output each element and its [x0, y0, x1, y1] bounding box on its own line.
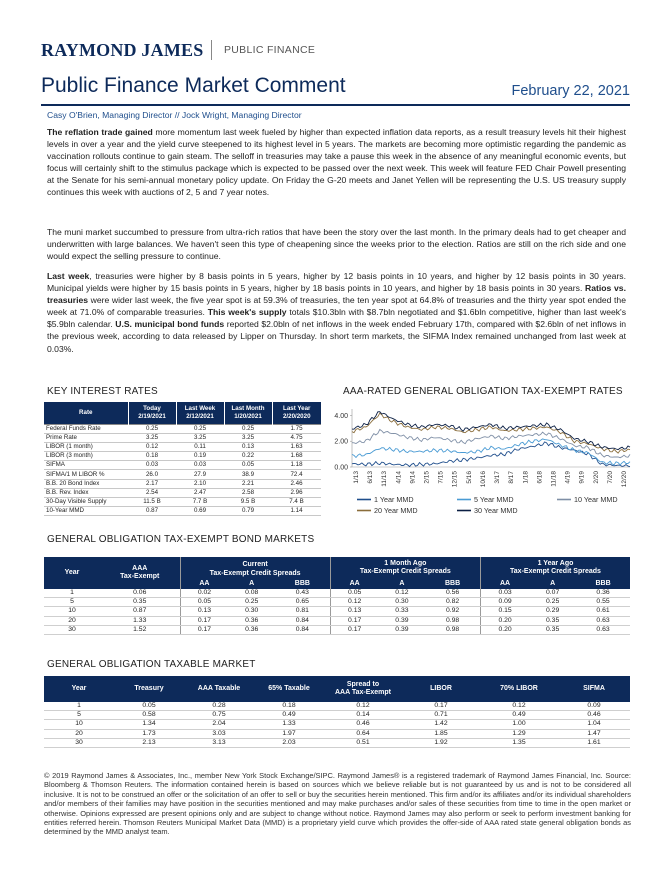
x-tick-label: 11/18 — [550, 471, 558, 487]
division-label: PUBLIC FINANCE — [224, 44, 316, 56]
table-row — [44, 702, 630, 711]
rate-value: 26.0 — [128, 470, 176, 479]
col-bbb: BBB — [425, 579, 480, 589]
table-row — [44, 711, 630, 720]
x-tick-label: 1/18 — [522, 471, 530, 484]
table-row — [44, 720, 630, 729]
rate-value: 0.79 — [224, 507, 272, 516]
table-row — [44, 616, 630, 625]
rate-value: 1.63 — [272, 442, 321, 451]
paragraph-lead: The reflation trade gained — [47, 127, 153, 137]
report-date: February 22, 2021 — [511, 83, 630, 99]
key-rates-title: KEY INTEREST RATES — [47, 386, 158, 397]
table-cell: 0.55 — [576, 598, 630, 607]
table-cell: 30 — [44, 738, 114, 747]
x-tick-label: 3/17 — [494, 471, 502, 484]
table-cell: 0.12 — [330, 598, 378, 607]
table-cell: 0.35 — [100, 598, 180, 607]
table-cell: 2.04 — [184, 720, 254, 729]
x-tick-label: 9/19 — [578, 471, 586, 484]
col-a: A — [228, 579, 275, 589]
go-exempt-title: GENERAL OBLIGATION TAX-EXEMPT BOND MARKETS — [47, 534, 315, 545]
table-cell: 0.20 — [480, 616, 529, 625]
table-cell: 0.35 — [529, 625, 576, 634]
rate-value: 0.69 — [176, 507, 224, 516]
rate-value: 7.4 B — [272, 498, 321, 507]
rate-name: LIBOR (3 month) — [44, 452, 128, 461]
table-cell: 0.17 — [180, 625, 228, 634]
paragraph-reflation — [47, 126, 626, 199]
table-cell: 0.12 — [379, 589, 426, 598]
table-cell: 1.00 — [480, 720, 558, 729]
paragraph-text: more momentum last week fueled by higher than expected inflation data reports, as a result treasury levels hit their highest levels in over a year and the yield curve steepened to its highest level in 5 years. The markets are becoming more optimistic regarding the pandemic as vaccination rollouts continue to gain steam. The selloff in treasuries may take a pause this week in the absence of any meaningful economic events, but focus will certainly shift to the stimulus package which is expected to be passed over the next week. This week will feature FED Chair Powell presenting at the Senate for his semi-annual monetary policy update. On Friday the G-20 meets and Janet Yellen will be representing the U.S. US treasury supply continues this week with auctions of 2, 5 and 7 year notes. — [47, 127, 626, 198]
x-tick-label: 4/19 — [564, 471, 572, 484]
paragraph-text: reported $2.0bln of net inflows in the week ended February 17th, compared with $2.6bln of net inflows in the previous week, according to data released by Lipper on Thursday. In short term markets, the SIFMA Index remained unchanged from last week at 0.03%. — [47, 319, 627, 354]
table-row — [44, 729, 630, 738]
col-aa: AA — [180, 579, 228, 589]
x-tick-label: 1/13 — [353, 471, 360, 484]
x-tick-label: 12/20 — [621, 471, 628, 488]
rate-value: 38.9 — [224, 470, 272, 479]
col-aaa-label: AAA — [132, 564, 148, 572]
paragraph-lead: U.S. municipal bond funds — [115, 319, 225, 330]
table-cell: 0.17 — [330, 616, 378, 625]
x-tick-label: 10/16 — [479, 471, 487, 488]
rate-value: 3.25 — [128, 433, 176, 442]
col-last-month-date: 1/20/2021 — [234, 412, 262, 420]
legend-label: 10 Year MMD — [574, 495, 618, 504]
table-cell: 0.25 — [529, 598, 576, 607]
table-cell: 0.92 — [425, 607, 480, 616]
table-cell: 0.25 — [228, 598, 275, 607]
col-year: Year — [44, 676, 114, 702]
go-taxable-title: GENERAL OBLIGATION TAXABLE MARKET — [47, 659, 256, 670]
col-treasury: Treasury — [114, 676, 184, 702]
rate-value: 2.17 — [128, 479, 176, 488]
series-line — [352, 439, 630, 465]
table-cell: 0.20 — [480, 625, 529, 634]
table-cell: 3.13 — [184, 738, 254, 747]
x-tick-label: 4/14 — [395, 471, 403, 484]
table-cell: 0.84 — [275, 616, 330, 625]
table-cell: 0.05 — [330, 589, 378, 598]
table-cell: 0.49 — [480, 711, 558, 720]
table-cell: 0.13 — [180, 607, 228, 616]
table-cell: 0.75 — [184, 711, 254, 720]
col-last-month-label: Last Month — [231, 405, 265, 413]
table-cell: 0.98 — [425, 625, 480, 634]
table-cell: 1.73 — [114, 729, 184, 738]
table-cell: 1 — [44, 702, 114, 711]
table-cell: 0.30 — [228, 607, 275, 616]
x-tick-label: 2/20 — [592, 471, 600, 484]
rate-value: 2.47 — [176, 488, 224, 497]
table-row — [44, 479, 321, 488]
y-tick-label: 2.00 — [334, 438, 348, 446]
table-cell: 10 — [44, 720, 114, 729]
table-row — [44, 433, 321, 442]
table-cell: 0.30 — [379, 598, 426, 607]
rate-value: 1.18 — [272, 461, 321, 470]
table-cell: 0.39 — [379, 625, 426, 634]
table-cell: 0.61 — [576, 607, 630, 616]
rate-value: 0.03 — [128, 461, 176, 470]
table-cell: 0.36 — [228, 616, 275, 625]
rate-value: 0.11 — [176, 442, 224, 451]
x-tick-label: 9/14 — [409, 471, 417, 484]
chart-title: AAA-RATED GENERAL OBLIGATION TAX-EXEMPT RATES — [343, 386, 623, 397]
rate-value: 9.5 B — [224, 498, 272, 507]
rate-value: 0.05 — [224, 461, 272, 470]
rate-value: 0.25 — [176, 424, 224, 433]
table-row — [44, 507, 321, 516]
rate-name: Prime Rate — [44, 433, 128, 442]
table-cell: 0.07 — [529, 589, 576, 598]
rate-name: SIFMA/1 M LIBOR % — [44, 470, 128, 479]
raymond-james-logo: RAYMOND JAMES — [41, 40, 204, 60]
table-cell: 0.46 — [558, 711, 630, 720]
logo-divider — [211, 40, 212, 60]
table-cell: 0.58 — [114, 711, 184, 720]
table-cell: 0.87 — [100, 607, 180, 616]
rate-value: 27.9 — [176, 470, 224, 479]
rate-value: 2.96 — [272, 488, 321, 497]
table-cell: 0.49 — [254, 711, 324, 720]
table-cell: 0.36 — [576, 589, 630, 598]
authors-line: Casy O'Brien, Managing Director // Jock Wright, Managing Director — [47, 110, 302, 120]
col-libor: LIBOR — [402, 676, 480, 702]
table-cell: 0.39 — [379, 616, 426, 625]
x-tick-label: 5/16 — [465, 471, 473, 484]
table-cell: 1.52 — [100, 625, 180, 634]
table-cell: 0.08 — [228, 589, 275, 598]
col-group-month — [330, 557, 480, 579]
table-cell: 2.13 — [114, 738, 184, 747]
col-sifma: SIFMA — [558, 676, 630, 702]
go-taxable-table — [44, 676, 630, 748]
table-cell: 0.71 — [402, 711, 480, 720]
table-cell: 0.35 — [529, 616, 576, 625]
table-cell: 0.18 — [254, 702, 324, 711]
table-cell: 1.34 — [114, 720, 184, 729]
table-cell: 0.05 — [180, 598, 228, 607]
table-cell: 0.13 — [330, 607, 378, 616]
rate-name: 30-Day Visible Supply — [44, 498, 128, 507]
table-cell: 0.98 — [425, 616, 480, 625]
x-tick-label: 12/15 — [451, 471, 459, 488]
table-cell: 3.03 — [184, 729, 254, 738]
rate-value: 3.25 — [176, 433, 224, 442]
table-row — [44, 738, 630, 747]
col-bbb: BBB — [576, 579, 630, 589]
rate-name: B.B. 20 Bond Index — [44, 479, 128, 488]
table-cell: 0.09 — [558, 702, 630, 711]
col-group-year-ago — [480, 557, 630, 579]
col-70-libor: 70% LIBOR — [480, 676, 558, 702]
table-cell: 0.14 — [324, 711, 402, 720]
table-cell: 0.56 — [425, 589, 480, 598]
rate-value: 7.7 B — [176, 498, 224, 507]
series-line — [352, 442, 630, 467]
rate-value: 2.54 — [128, 488, 176, 497]
table-cell: 0.63 — [576, 625, 630, 634]
col-rate: Rate — [44, 402, 128, 424]
table-cell: 0.81 — [275, 607, 330, 616]
x-tick-label: 6/13 — [367, 471, 375, 484]
paragraph-lead: Ratios vs. treasuries — [47, 283, 626, 306]
rate-value: 2.58 — [224, 488, 272, 497]
table-cell: 0.43 — [275, 589, 330, 598]
table-row — [44, 442, 321, 451]
col-today-label: Today — [143, 405, 161, 413]
table-cell: 1 — [44, 589, 100, 598]
col-group-label: 1 Year Ago — [537, 559, 574, 567]
rate-value: 0.18 — [128, 452, 176, 461]
x-tick-label: 8/17 — [508, 471, 516, 484]
col-bbb: BBB — [275, 579, 330, 589]
rate-value: 0.87 — [128, 507, 176, 516]
table-cell: 0.28 — [184, 702, 254, 711]
rate-name: LIBOR (1 month) — [44, 442, 128, 451]
table-cell: 0.29 — [529, 607, 576, 616]
col-group-current — [180, 557, 330, 579]
table-cell: 1.33 — [254, 720, 324, 729]
col-aaa — [100, 557, 180, 589]
table-cell: 1.92 — [402, 738, 480, 747]
table-cell: 0.09 — [480, 598, 529, 607]
table-row — [44, 452, 321, 461]
rate-value: 0.25 — [224, 424, 272, 433]
table-cell: 0.12 — [480, 702, 558, 711]
rate-value: 2.21 — [224, 479, 272, 488]
table-row — [44, 607, 630, 616]
rate-value: 0.19 — [176, 452, 224, 461]
table-cell: 5 — [44, 598, 100, 607]
table-cell: 20 — [44, 616, 100, 625]
x-tick-label: 7/20 — [606, 471, 614, 484]
rate-name: Federal Funds Rate — [44, 424, 128, 433]
col-today-date: 2/19/2021 — [138, 412, 166, 420]
rate-value: 11.5 B — [128, 498, 176, 507]
col-65-taxable: 65% Taxable — [254, 676, 324, 702]
title-rule — [41, 104, 630, 106]
table-cell: 0.06 — [100, 589, 180, 598]
paragraph-lead: This week's supply — [207, 307, 287, 318]
paragraph-text: , treasuries were higher by 8 basis points in 5 years, higher by 12 basis points in 10 years, and higher by 12 basis points in 30 years. Municipal yields were higher by 15 basis points in 5 years, higher by 18 basis points in 10 years, and higher by 18 basis points in 30 years. — [47, 271, 626, 294]
col-spread-label: Spread to — [346, 680, 380, 688]
paragraph-lead: Last week — [47, 271, 90, 281]
table-cell: 0.63 — [576, 616, 630, 625]
table-row — [44, 470, 321, 479]
col-group-sub: Tax-Exempt Credit Spreads — [209, 569, 301, 577]
x-tick-label: 2/15 — [423, 471, 431, 484]
table-row — [44, 498, 321, 507]
disclaimer: © 2019 Raymond James & Associates, Inc., member New York Stock Exchange/SIPC. Raymond James® is a registered trademark of Raymond James Financial, Inc. Source: Bloomberg & Thomson Reuters. The information contained herein is based on sources which we believe reliable but is not guaranteed by us and is not to be considered all inclusive. It is not to be construed an offer or the solicitation of an offer to sell or buy the securities herein mentioned. This firm and/or its affiliates and/or its individual shareholders and/or members of their families may have position in the securities mentioned and may make purchases and/or sales of these securities from time to time in the open market or otherwise. Opinions expressed are present opinions only and are subject to change without notice. Raymond James may also perform or seek to perform investment banking for entities referred herein. Thomson Reuters Municipal Market Data (MMD) is a proprietary yield curve which provides the offer-side of AAA rated state general obligation bonds as determined by the MMD analyst team. — [44, 771, 631, 837]
col-aa: AA — [330, 579, 378, 589]
series-line — [352, 412, 630, 450]
table-cell: 0.33 — [379, 607, 426, 616]
table-cell: 0.82 — [425, 598, 480, 607]
col-a: A — [379, 579, 426, 589]
col-a: A — [529, 579, 576, 589]
col-group-label: Current — [242, 561, 268, 568]
legend-label: 5 Year MMD — [474, 495, 514, 504]
mmd-rates-chart — [327, 405, 632, 523]
table-cell: 1.85 — [402, 729, 480, 738]
table-cell: 1.29 — [480, 729, 558, 738]
paragraph-last-week — [47, 270, 626, 355]
table-cell: 0.17 — [180, 616, 228, 625]
table-cell: 1.35 — [480, 738, 558, 747]
table-row — [44, 424, 321, 433]
key-rates-table — [44, 402, 321, 516]
table-cell: 0.36 — [228, 625, 275, 634]
col-aaa-sub: Tax-Exempt — [120, 573, 160, 580]
rate-value: 2.46 — [272, 479, 321, 488]
table-row — [44, 625, 630, 634]
paragraph-text: totals $10.3bln with $8.7bln negotiated and $1.6bln competitive, higher than last week's $5.9bln calendar. — [47, 307, 626, 330]
go-exempt-table — [44, 557, 630, 635]
table-cell: 20 — [44, 729, 114, 738]
page-title: Public Finance Market Comment — [41, 74, 346, 97]
col-last-year — [272, 402, 321, 424]
col-group-sub: Tax-Exempt Credit Spreads — [359, 568, 451, 575]
table-cell: 0.64 — [324, 729, 402, 738]
rate-value: 3.25 — [224, 433, 272, 442]
rate-value: 2.10 — [176, 479, 224, 488]
table-cell: 1.04 — [558, 720, 630, 729]
table-cell: 0.51 — [324, 738, 402, 747]
y-tick-label: 4.00 — [334, 412, 348, 420]
rate-value: 1.68 — [272, 452, 321, 461]
table-row — [44, 461, 321, 470]
rate-value: 1.75 — [272, 424, 321, 433]
col-last-month — [224, 402, 272, 424]
rate-name: B.B. Rev. Index — [44, 488, 128, 497]
table-cell: 10 — [44, 607, 100, 616]
col-last-year-label: Last Year — [283, 405, 311, 413]
rate-value: 0.13 — [224, 442, 272, 451]
y-tick-label: 0.00 — [334, 464, 348, 472]
x-tick-label: 7/15 — [437, 471, 445, 484]
col-last-week-label: Last Week — [184, 405, 216, 413]
legend-label: 20 Year MMD — [374, 506, 418, 515]
rate-value: 1.14 — [272, 507, 321, 516]
table-cell: 1.47 — [558, 729, 630, 738]
rate-value: 0.25 — [128, 424, 176, 433]
table-cell: 0.17 — [402, 702, 480, 711]
col-group-label: 1 Month Ago — [384, 559, 427, 567]
table-cell: 0.46 — [324, 720, 402, 729]
col-aa: AA — [480, 579, 529, 589]
rate-value: 0.12 — [128, 442, 176, 451]
table-row — [44, 589, 630, 598]
col-last-week — [176, 402, 224, 424]
col-spread — [324, 676, 402, 702]
table-cell: 0.65 — [275, 598, 330, 607]
x-tick-label: 6/18 — [536, 471, 544, 484]
paragraph-text: The muni market succumbed to pressure from ultra-rich ratios that have been the story over the last month. In the primary deals had to get cheaper and underwritten with large balances. We haven't seen this type of cheapening since the weeks prior to the election. Ratios are still on the rich side and one would expect the selling pressure to continue. — [47, 227, 626, 262]
table-cell: 1.33 — [100, 616, 180, 625]
rate-name: SIFMA — [44, 461, 128, 470]
table-cell: 0.02 — [180, 589, 228, 598]
rate-value: 0.03 — [176, 461, 224, 470]
legend-label: 1 Year MMD — [374, 495, 414, 504]
paragraph-muni-market — [47, 226, 626, 262]
table-cell: 2.03 — [254, 738, 324, 747]
x-tick-label: 11/13 — [381, 471, 389, 487]
legend-label: 30 Year MMD — [474, 506, 518, 515]
rate-value: 0.22 — [224, 452, 272, 461]
table-cell: 1.61 — [558, 738, 630, 747]
col-aaa-taxable: AAA Taxable — [184, 676, 254, 702]
table-cell: 1.97 — [254, 729, 324, 738]
table-cell: 0.12 — [324, 702, 402, 711]
paragraph-text: were wider last week, the five year spot is at 59.3% of treasuries, the ten year spot at 64.8% of treasuries and the thirty year spot ended the week at 71.0% of comparable treasuries. — [47, 295, 626, 318]
table-cell: 30 — [44, 625, 100, 634]
rate-name: 10-Year MMD — [44, 507, 128, 516]
col-group-sub: Tax-Exempt Credit Spreads — [510, 568, 601, 575]
rate-value: 72.4 — [272, 470, 321, 479]
col-spread-sub: AAA Tax-Exempt — [334, 689, 391, 696]
table-cell: 0.84 — [275, 625, 330, 634]
table-cell: 0.05 — [114, 702, 184, 711]
col-year: Year — [44, 557, 100, 589]
table-cell: 5 — [44, 711, 114, 720]
col-last-year-date: 2/20/2020 — [282, 412, 311, 420]
table-cell: 0.03 — [480, 589, 529, 598]
table-cell: 0.17 — [330, 625, 378, 634]
table-row — [44, 598, 630, 607]
col-last-week-date: 2/12/2021 — [186, 412, 214, 420]
table-row — [44, 488, 321, 497]
table-cell: 0.15 — [480, 607, 529, 616]
table-cell: 1.42 — [402, 720, 480, 729]
rate-value: 4.75 — [272, 433, 321, 442]
col-today — [128, 402, 176, 424]
